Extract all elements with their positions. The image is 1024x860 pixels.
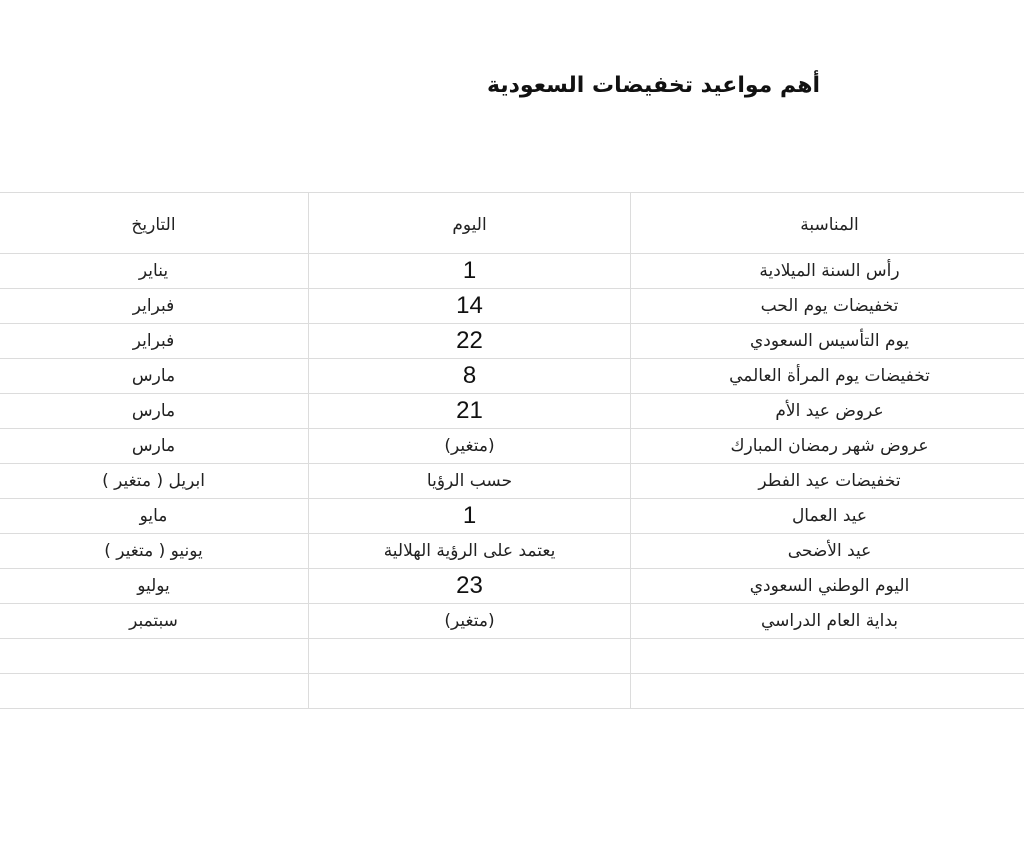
cell-occasion: تخفيضات يوم الحب [631,289,1024,324]
cell-day: 23 [309,569,631,604]
cell-date: يونيو ( متغير ) [0,534,309,569]
cell-date: مارس [0,429,309,464]
empty-cell [631,639,1024,674]
cell-date: سبتمبر [0,604,309,639]
table-row [0,359,1024,394]
cell-day: 1 [309,254,631,289]
cell-day: حسب الرؤيا [309,464,631,499]
header-day: اليوم [309,193,631,254]
cell-day: 8 [309,359,631,394]
header-occasion: المناسبة [631,193,1024,254]
table-row [0,499,1024,534]
table-row [0,604,1024,639]
cell-date: يوليو [0,569,309,604]
cell-day: 21 [309,394,631,429]
table-header-row [0,193,1024,254]
empty-row [0,674,1024,709]
table-row [0,394,1024,429]
cell-occasion: اليوم الوطني السعودي [631,569,1024,604]
table-row [0,464,1024,499]
cell-occasion: عروض عيد الأم [631,394,1024,429]
cell-date: يناير [0,254,309,289]
cell-occasion: تخفيضات يوم المرأة العالمي [631,359,1024,394]
cell-occasion: رأس السنة الميلادية [631,254,1024,289]
cell-occasion: عيد الأضحى [631,534,1024,569]
table-row [0,289,1024,324]
cell-occasion: عروض شهر رمضان المبارك [631,429,1024,464]
sales-dates-table [0,192,1024,709]
page-title: أهم مواعيد تخفيضات السعودية [487,73,820,98]
empty-cell [309,639,631,674]
cell-occasion: تخفيضات عيد الفطر [631,464,1024,499]
cell-occasion: عيد العمال [631,499,1024,534]
cell-date: مارس [0,394,309,429]
empty-cell [631,674,1024,709]
cell-occasion: يوم التأسيس السعودي [631,324,1024,359]
table-row [0,534,1024,569]
table-row [0,254,1024,289]
cell-day: 22 [309,324,631,359]
cell-date: مايو [0,499,309,534]
table-row [0,569,1024,604]
empty-cell [0,639,309,674]
cell-day: 1 [309,499,631,534]
cell-date: فبراير [0,289,309,324]
cell-day: (متغير) [309,604,631,639]
cell-day: (متغير) [309,429,631,464]
cell-date: ابريل ( متغير ) [0,464,309,499]
table-row [0,429,1024,464]
header-date: التاريخ [0,193,309,254]
cell-day: 14 [309,289,631,324]
cell-date: فبراير [0,324,309,359]
table-row [0,324,1024,359]
empty-row [0,639,1024,674]
cell-day: يعتمد على الرؤية الهلالية [309,534,631,569]
cell-occasion: بداية العام الدراسي [631,604,1024,639]
empty-cell [309,674,631,709]
cell-date: مارس [0,359,309,394]
empty-cell [0,674,309,709]
